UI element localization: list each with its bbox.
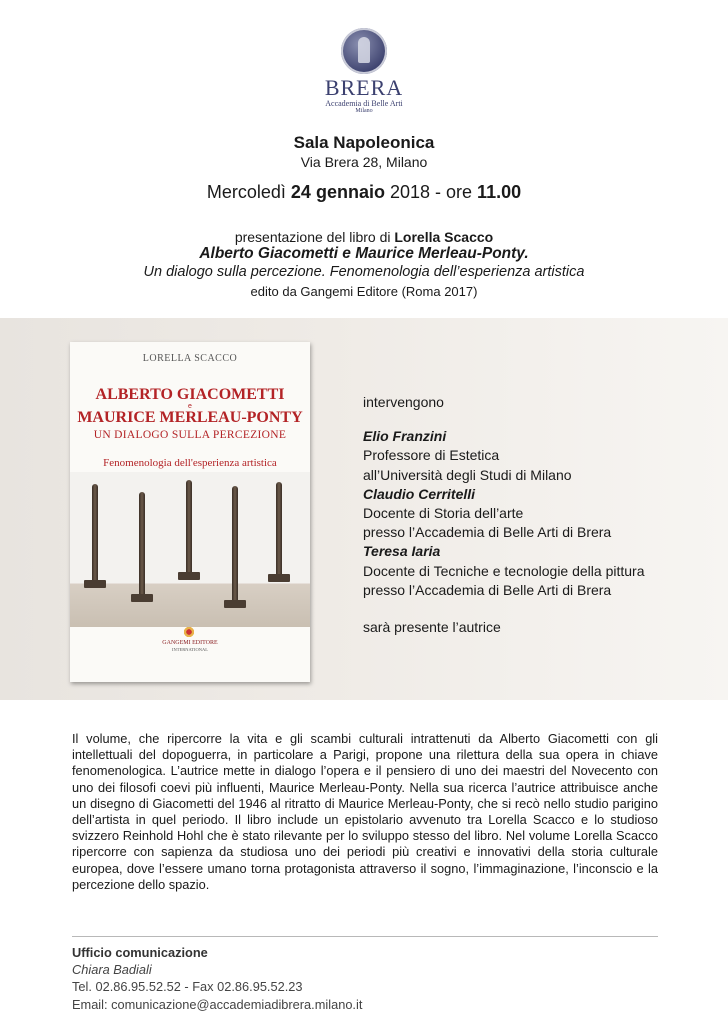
speaker-affiliation: presso l’Accademia di Belle Arti di Brera (363, 581, 612, 598)
event-datetime (0, 182, 728, 203)
speaker-name: Elio Franzini (363, 428, 447, 445)
speaker-name: Claudio Cerritelli (363, 485, 476, 502)
book-subtitle: Un dialogo sulla percezione. Fenomenologia dell’esperienza artistica (143, 264, 585, 280)
cover-publisher: GANGEMI EDITORE (162, 640, 218, 646)
logo-city: Milano (355, 108, 373, 114)
contact-phones: Tel. 02.86.95.52.52 - Fax 02.86.95.52.23 (72, 979, 303, 995)
venue-name: Sala Napoleonica (293, 133, 435, 152)
logo-brand: BRERA (324, 75, 404, 100)
cover-title-line2: MAURICE MERLEAU-PONTY (77, 409, 303, 426)
event-time: 11.00 (477, 182, 522, 202)
cover-sculptures-image (70, 472, 310, 627)
book-title: Alberto Giacometti e Maurice Merleau-Ponty. (199, 245, 529, 262)
academy-logo (0, 28, 728, 115)
cover-title-line3: UN DIALOGO SULLA PERCEZIONE (93, 429, 287, 441)
cover-author: LORELLA SCACCO (142, 353, 238, 364)
presentation-author: Lorella Scacco (394, 229, 494, 245)
academy-seal-icon (341, 28, 387, 74)
cover-title-line1: ALBERTO GIACOMETTI (95, 386, 285, 403)
speaker-role: Docente di Tecniche e tecnologie della pittura (363, 562, 645, 579)
speaker-affiliation: presso l’Accademia di Belle Arti di Brera (363, 524, 612, 541)
speakers-intro: intervengono (363, 394, 444, 410)
speaker-name: Teresa Iaria (363, 543, 441, 560)
author-presence-note: sarà presente l’autrice (363, 619, 501, 636)
contact-title: Ufficio comunicazione (72, 945, 208, 960)
book-cover (70, 342, 310, 682)
cover-connector: e (188, 403, 192, 410)
event-weekday: Mercoledì (206, 182, 286, 202)
speaker-affiliation: all’Università degli Studi di Milano (363, 466, 572, 483)
cover-subtitle: Fenomenologia dell'esperienza artistica (103, 457, 277, 469)
book-description: Il volume, che ripercorre la vita e gli scambi culturali intrattenuti da Alberto Giacometti con gli intellettuali del dopoguerra, in particolare a Parigi, propone una rilettura della sua opera in chiave fenomenologica. L’autrice mette in dialogo l’opera e il pensiero di uno dei maestri del Novecento con uno dei filosofi coevi più influenti, Maurice Merleau-Ponty. Nella sua ricerca l’autrice attribuisce anche un disegno di Giacometti del 1946 al ritratto di Maurice Merleau-Ponty, che si recò nello studio parigino dell’artista in quel periodo. Il libro include un epistolario avvenuto tra Lorella Scacco e lo studioso svizzero Reinhold Hohl che è stato rilevante per lo sviluppo stesso del libro. Nel volume Lorella Scacco ripercorre con sapienza da studiosa uno dei periodi più creativi e innovativi della storia culturale europea, dove l’essere umano torna protagonista attraverso il sogno, l’immaginazione, l’inconscio e la percezione dello spazio. (72, 731, 658, 892)
event-day-month: 24 gennaio (290, 182, 385, 202)
contact-email[interactable]: Email: comunicazione@accademiadibrera.milano.it (72, 996, 363, 1012)
event-year: 2018 - ore (389, 182, 473, 202)
divider (72, 936, 658, 937)
logo-subtitle: Accademia di Belle Arti (325, 99, 403, 108)
speakers-block (363, 393, 703, 637)
cover-publisher-sub: INTERNATIONAL (172, 647, 208, 652)
book-publisher: edito da Gangemi Editore (Roma 2017) (250, 284, 478, 299)
contact-block (72, 944, 362, 1013)
presentation-intro-text: presentazione del libro di (234, 229, 391, 245)
contact-name: Chiara Badiali (72, 962, 152, 978)
speaker-role: Docente di Storia dell’arte (363, 505, 524, 522)
presentation-intro (0, 228, 728, 246)
publisher-logo-icon (182, 626, 196, 638)
speaker-role: Professore di Estetica (363, 447, 500, 464)
venue-address: Via Brera 28, Milano (300, 154, 428, 170)
